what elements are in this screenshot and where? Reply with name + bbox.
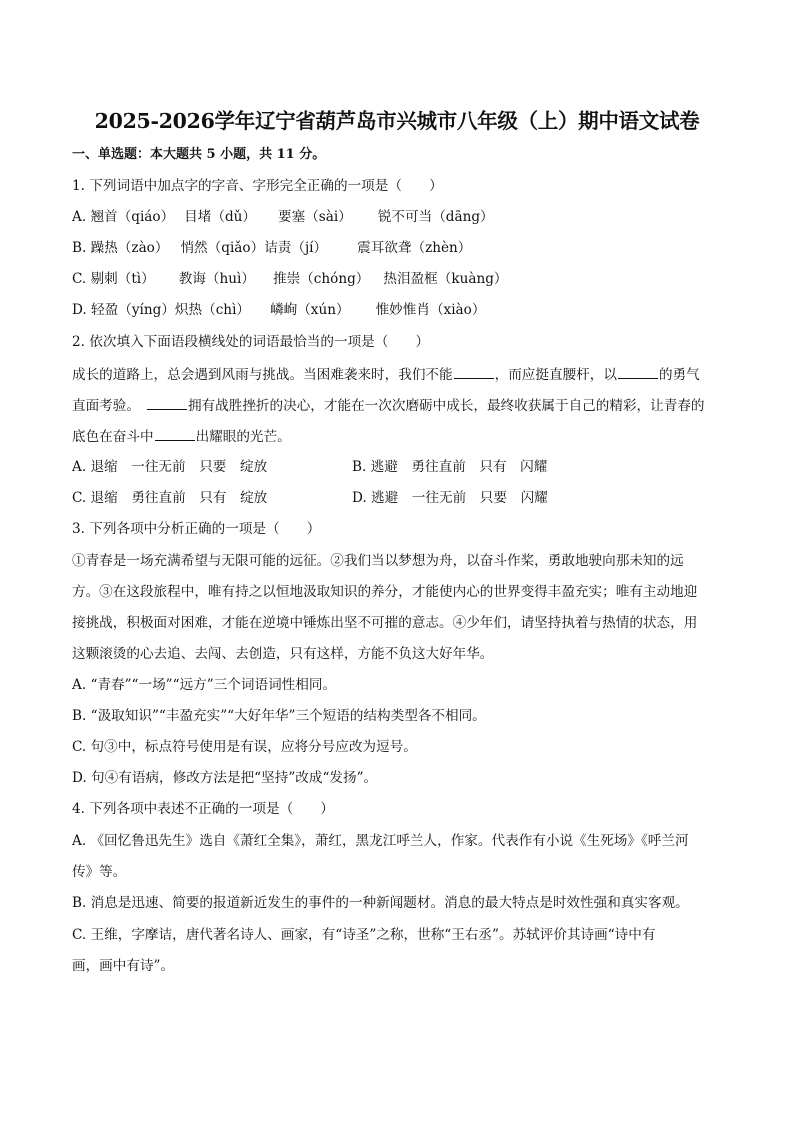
question-3-option-b: B. “汲取知识”“丰盈充实”“大好年华”三个短语的结构类型各不相同。 (72, 708, 486, 724)
question-3-passage-line-1: ①青春是一场充满希望与无限可能的远征。②我们当以梦想为舟，以奋斗作桨，勇敢地驶向那未知的远 (72, 553, 684, 569)
question-3-passage-line-4: 这颗滚烫的心去追、去闯、去创造，只有这样，方能不负这大好年华。 (72, 646, 494, 662)
question-2-passage-line-3 (72, 427, 291, 446)
question-4-stem: 4. 下列各项中表述不正确的一项是（ ） (72, 801, 334, 817)
question-2-option-a: A. 退缩 一往无前 只要 绽放 (72, 459, 268, 475)
question-2-passage-line-2 (72, 396, 705, 415)
question-3-passage-line-2: 方。③在这段旅程中，唯有持之以恒地汲取知识的养分，才能使内心的世界变得丰盈充实；唯有主动地迎 (72, 584, 698, 600)
question-3-option-c: C. 句③中，标点符号使用是有误，应将分号应改为逗号。 (72, 739, 417, 755)
question-3-passage-line-3: 接挑战，积极面对困难，才能在逆境中锤炼出坚不可摧的意志。④少年们，请坚持执着与热情的状态，用 (72, 615, 698, 631)
question-2-stem: 2. 依次填入下面语段横线处的词语最恰当的一项是（ ） (72, 334, 430, 350)
question-4-option-c-line-1: C. 王维，字摩诘，唐代著名诗人、画家，有“诗圣”之称，世称“王右丞”。苏轼评价其诗画“诗中有 (72, 927, 656, 943)
question-1-stem: 1. 下列词语中加点字的字音、字形完全正确的一项是（ ） (72, 178, 443, 194)
option-text: 震耳欲聋（zhèn） (357, 240, 472, 256)
option-text: 目堵（dǔ） (184, 209, 257, 225)
question-4-option-b: B. 消息是迅速、简要的报道新近发生的事件的一种新闻题材。消息的最大特点是时效性强和真实客观。 (72, 895, 689, 911)
section-heading: 一、单选题：本大题共 5 小题，共 11 分。 (72, 147, 326, 162)
question-1-option-b (72, 239, 471, 257)
fill-blank-1 (454, 365, 494, 379)
option-text: D. 轻盈（yíng）炽热（chì） (72, 302, 251, 318)
question-2-option-d: D. 逃避 一往无前 只要 闪耀 (352, 490, 548, 506)
question-2-option-c: C. 退缩 勇往直前 只有 绽放 (72, 490, 268, 506)
question-1-option-a (72, 208, 494, 226)
question-3-option-a: A. “青春”“一场”“远方”三个词语词性相同。 (72, 677, 337, 693)
option-text: C. 剔刺（tì） (72, 271, 155, 287)
passage-text: 的勇气 (658, 367, 700, 383)
question-1-option-d (72, 301, 485, 319)
option-text: 要塞（sài） (278, 209, 352, 225)
option-text: 推崇（chóng） (272, 271, 370, 287)
passage-text: ，而应挺直腰杆，以 (494, 367, 617, 383)
passage-text: 底色在奋斗中 (72, 429, 154, 445)
passage-text: 成长的道路上，总会遇到风雨与挑战。当困难袭来时，我们不能 (72, 367, 453, 383)
option-text: 嶙峋（xún） (270, 302, 350, 318)
option-text: 悄然（qiǎo）诘责（jí） (180, 240, 328, 256)
fill-blank-2 (618, 365, 658, 379)
question-1-option-c (72, 270, 508, 288)
passage-text: 直面考验。 (72, 398, 140, 414)
question-3-stem: 3. 下列各项中分析正确的一项是（ ） (72, 521, 321, 537)
option-text: 惟妙惟肖（xiào） (375, 302, 486, 318)
question-2-passage-line-1 (72, 365, 700, 384)
option-text: 教诲（huì） (178, 271, 255, 287)
fill-blank-3 (147, 396, 187, 410)
question-4-option-a-line-2: 传》等。 (72, 864, 127, 880)
passage-text: 出耀眼的光芒。 (195, 429, 291, 445)
question-3-option-d: D. 句④有语病，修改方法是把“坚持”改成“发扬”。 (72, 770, 378, 786)
page-title: 2025-2026学年辽宁省葫芦岛市兴城市八年级（上）期中语文试卷 (94, 109, 700, 133)
option-text: A. 翘首（qiáo） (72, 209, 175, 225)
question-4-option-a-line-1: A. 《回忆鲁迅先生》选自《萧红全集》，萧红，黑龙江呼兰人，作家。代表作有小说《生死场》《呼兰河 (72, 833, 689, 849)
question-4-option-c-line-2: 画，画中有诗”。 (72, 958, 175, 974)
option-text: B. 躁热（zào） (72, 240, 169, 256)
fill-blank-4 (155, 427, 195, 441)
passage-text: 拥有战胜挫折的决心，才能在一次次磨砺中成长，最终收获属于自己的精彩，让青春的 (187, 398, 705, 414)
question-2-option-b: B. 逃避 勇往直前 只有 闪耀 (352, 459, 548, 475)
option-text: 锐不可当（dāng） (377, 209, 494, 225)
option-text: 热泪盈框（kuàng） (383, 271, 508, 287)
